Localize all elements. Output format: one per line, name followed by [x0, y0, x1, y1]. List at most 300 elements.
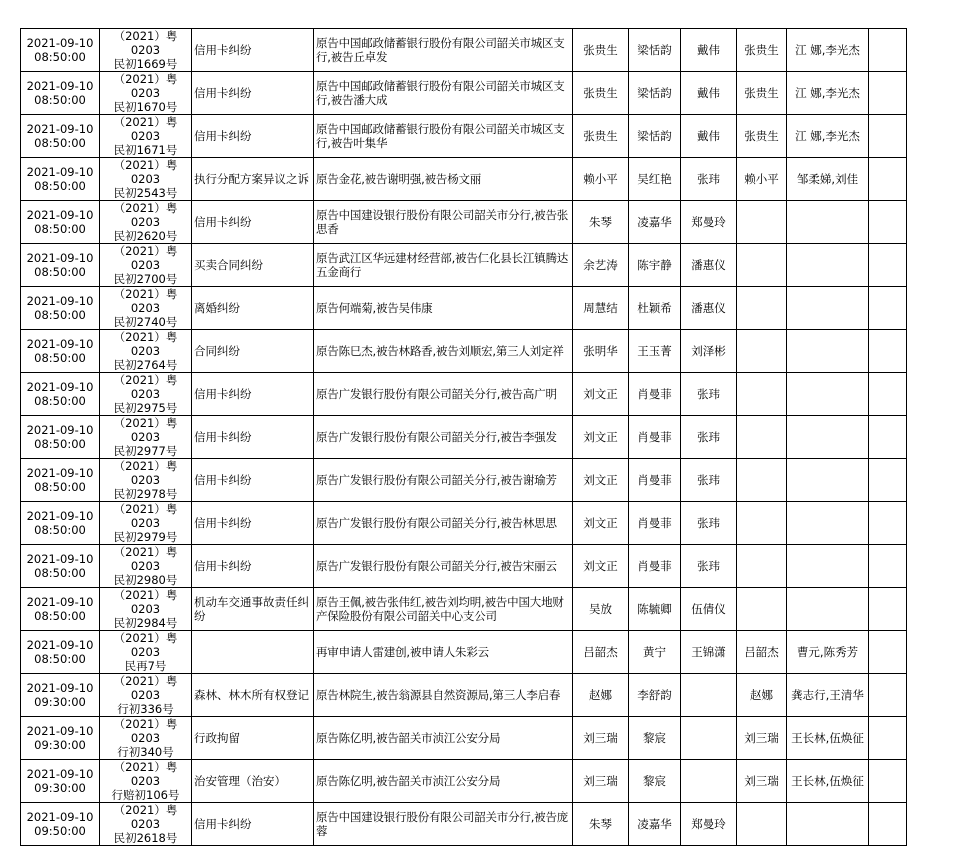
judge-p1: 朱琴	[589, 817, 612, 831]
hearing-time-cell	[21, 674, 100, 717]
case-number-cell	[100, 72, 192, 115]
case-number-case-a: （2021）粤0203	[113, 631, 178, 659]
case-cause-cell	[192, 287, 314, 330]
case-number-cell	[100, 760, 192, 803]
presiding-cell	[737, 674, 787, 717]
judge-p1: 刘文正	[583, 473, 618, 487]
case-number-case-a: （2021）粤0203	[113, 330, 178, 358]
hearing-time-date: 2021-09-10	[26, 595, 94, 609]
presiding-cell	[737, 373, 787, 416]
parties-parties: 原告广发银行股份有限公司韶关分行,被告李强发	[316, 430, 557, 444]
presiding-cell	[737, 631, 787, 674]
judge-cell	[573, 287, 629, 330]
parties-parties: 原告广发银行股份有限公司韶关分行,被告林思思	[316, 516, 557, 530]
case-number-case-b: 民初2620号	[113, 229, 178, 243]
clerk-cell	[629, 717, 681, 760]
judge-cell	[573, 459, 629, 502]
assistant-p3: 戴伟	[697, 129, 720, 143]
assistant-p3: 刘泽彬	[691, 344, 726, 358]
case-cause-cause: 信用卡纠纷	[194, 86, 252, 100]
hearing-time-time: 08:50:00	[34, 265, 86, 279]
case-cause-cell	[192, 115, 314, 158]
hearing-time-cell	[21, 115, 100, 158]
clerk-cell	[629, 545, 681, 588]
hearing-time-cell	[21, 760, 100, 803]
blank-cell	[869, 29, 907, 72]
blank-cell	[869, 115, 907, 158]
hearing-time-cell	[21, 545, 100, 588]
parties-parties: 原告广发银行股份有限公司韶关分行,被告高广明	[316, 387, 557, 401]
case-number-case-a: （2021）粤0203	[113, 201, 178, 229]
hearing-time-date: 2021-09-10	[26, 552, 94, 566]
parties-parties: 原告中国邮政储蓄银行股份有限公司韶关市城区支行,被告潘大成	[316, 79, 565, 107]
judge-cell	[573, 115, 629, 158]
case-number-cell	[100, 459, 192, 502]
assistant-cell	[681, 502, 737, 545]
assistant-cell	[681, 244, 737, 287]
assistant-cell	[681, 588, 737, 631]
assistant-p3: 张玮	[697, 430, 720, 444]
hearing-time-cell	[21, 158, 100, 201]
presiding-p4: 刘三瑞	[744, 774, 779, 788]
presiding-cell	[737, 115, 787, 158]
case-cause-cell	[192, 545, 314, 588]
parties-parties: 原告武江区华远建材经营部,被告仁化县长江镇腾达五金商行	[316, 251, 569, 279]
clerk-p2: 李舒韵	[637, 688, 672, 702]
presiding-cell	[737, 588, 787, 631]
hearing-time-time: 08:50:00	[34, 308, 86, 322]
parties-parties: 原告广发银行股份有限公司韶关分行,被告谢瑜芳	[316, 473, 557, 487]
parties-parties: 原告何端菊,被告吴伟康	[316, 301, 433, 315]
judge-cell	[573, 244, 629, 287]
blank-cell	[869, 545, 907, 588]
blank-cell	[869, 760, 907, 803]
judge-cell	[573, 717, 629, 760]
presiding-p4: 张贵生	[744, 43, 779, 57]
clerk-cell	[629, 115, 681, 158]
parties-parties: 原告陈亿明,被告韶关市浈江公安分局	[316, 774, 501, 788]
clerk-cell	[629, 803, 681, 846]
judge-p1: 刘文正	[583, 516, 618, 530]
parties-parties: 原告陈巳杰,被告林路香,被告刘顺宏,第三人刘定祥	[316, 344, 564, 358]
table-row	[21, 674, 907, 717]
parties-cell	[314, 72, 573, 115]
panel-members-cell	[787, 631, 869, 674]
panel-members-p5: 邹柔娣,刘佳	[796, 172, 859, 186]
hearing-time-date: 2021-09-10	[26, 337, 94, 351]
case-number-cell	[100, 158, 192, 201]
parties-parties: 原告中国建设银行股份有限公司韶关市分行,被告庞蓉	[316, 810, 569, 838]
hearing-time-time: 08:50:00	[34, 222, 86, 236]
presiding-cell	[737, 416, 787, 459]
panel-members-cell	[787, 115, 869, 158]
assistant-p3: 伍倩仪	[691, 602, 726, 616]
panel-members-cell	[787, 244, 869, 287]
case-number-case-a: （2021）粤0203	[113, 545, 178, 573]
parties-cell	[314, 674, 573, 717]
panel-members-cell	[787, 760, 869, 803]
case-cause-cell	[192, 803, 314, 846]
case-number-case-b: 民初2980号	[113, 573, 178, 587]
case-cause-cause: 森林、林木所有权登记	[194, 688, 309, 702]
assistant-p3: 王锦潇	[691, 645, 726, 659]
hearing-time-date: 2021-09-10	[26, 380, 94, 394]
table-row	[21, 115, 907, 158]
case-cause-cause: 信用卡纠纷	[194, 215, 252, 229]
hearing-time-cell	[21, 287, 100, 330]
presiding-cell	[737, 545, 787, 588]
hearing-time-cell	[21, 459, 100, 502]
case-cause-cause: 信用卡纠纷	[194, 43, 252, 57]
case-number-case-b: 民初2700号	[113, 272, 178, 286]
clerk-p2: 凌嘉华	[637, 817, 672, 831]
table-row	[21, 330, 907, 373]
case-number-case-a: （2021）粤0203	[113, 502, 178, 530]
case-number-case-a: （2021）粤0203	[113, 717, 178, 745]
judge-p1: 刘三瑞	[583, 774, 618, 788]
clerk-cell	[629, 158, 681, 201]
table-row	[21, 459, 907, 502]
case-number-cell	[100, 674, 192, 717]
blank-cell	[869, 287, 907, 330]
panel-members-cell	[787, 803, 869, 846]
clerk-p2: 黎宸	[643, 774, 666, 788]
parties-parties: 原告王佩,被告张伟红,被告刘均明,被告中国大地财产保险股份有限公司韶关中心支公司	[316, 595, 564, 623]
clerk-p2: 肖曼菲	[637, 516, 672, 530]
case-number-case-b: 民初1669号	[113, 57, 178, 71]
case-number-case-a: （2021）粤0203	[113, 803, 178, 831]
judge-cell	[573, 545, 629, 588]
clerk-cell	[629, 502, 681, 545]
case-number-case-a: （2021）粤0203	[113, 158, 178, 186]
blank-cell	[869, 416, 907, 459]
hearing-time-cell	[21, 244, 100, 287]
case-number-case-b: 民初2977号	[113, 444, 178, 458]
case-cause-cause: 信用卡纠纷	[194, 516, 252, 530]
parties-cell	[314, 330, 573, 373]
hearing-time-time: 08:50:00	[34, 652, 86, 666]
judge-p1: 赵娜	[589, 688, 612, 702]
blank-cell	[869, 158, 907, 201]
assistant-p3: 潘惠仪	[691, 301, 726, 315]
clerk-cell	[629, 244, 681, 287]
case-number-case-b: 行赔初106号	[111, 788, 180, 802]
hearing-time-cell	[21, 631, 100, 674]
hearing-time-date: 2021-09-10	[26, 466, 94, 480]
parties-cell	[314, 373, 573, 416]
case-number-case-b: 行初340号	[117, 745, 174, 759]
parties-cell	[314, 287, 573, 330]
case-number-case-b: 民初2984号	[113, 616, 178, 630]
clerk-cell	[629, 631, 681, 674]
case-number-case-b: 民初2618号	[113, 831, 178, 845]
panel-members-cell	[787, 502, 869, 545]
panel-members-cell	[787, 330, 869, 373]
judge-cell	[573, 330, 629, 373]
panel-members-cell	[787, 674, 869, 717]
judge-cell	[573, 588, 629, 631]
case-cause-cause: 信用卡纠纷	[194, 559, 252, 573]
assistant-cell	[681, 72, 737, 115]
case-number-cell	[100, 330, 192, 373]
hearing-time-time: 08:50:00	[34, 50, 86, 64]
judge-p1: 张贵生	[583, 43, 618, 57]
judge-cell	[573, 201, 629, 244]
presiding-cell	[737, 502, 787, 545]
assistant-p3: 郑曼玲	[691, 817, 726, 831]
presiding-cell	[737, 760, 787, 803]
table-row	[21, 717, 907, 760]
case-cause-cause: 治安管理（治安）	[194, 774, 286, 788]
hearing-time-cell	[21, 72, 100, 115]
presiding-p4: 刘三瑞	[744, 731, 779, 745]
parties-parties: 原告林院生,被告翁源县自然资源局,第三人李启春	[316, 688, 561, 702]
case-number-case-b: 民初2975号	[113, 401, 178, 415]
blank-cell	[869, 588, 907, 631]
table-row	[21, 416, 907, 459]
clerk-p2: 陈毓卿	[637, 602, 672, 616]
parties-cell	[314, 631, 573, 674]
assistant-cell	[681, 201, 737, 244]
case-number-case-a: （2021）粤0203	[113, 287, 178, 315]
presiding-p4: 张贵生	[744, 86, 779, 100]
clerk-cell	[629, 72, 681, 115]
clerk-cell	[629, 287, 681, 330]
parties-parties: 原告中国建设银行股份有限公司韶关市分行,被告张思香	[316, 208, 569, 236]
hearing-time-date: 2021-09-10	[26, 251, 94, 265]
case-cause-cause: 合同纠纷	[194, 344, 240, 358]
case-number-case-a: （2021）粤0203	[113, 416, 178, 444]
presiding-p4: 吕韶杰	[744, 645, 779, 659]
case-number-case-b: 民再7号	[124, 659, 167, 673]
blank-cell	[869, 244, 907, 287]
hearing-time-time: 08:50:00	[34, 394, 86, 408]
case-cause-cause: 信用卡纠纷	[194, 430, 252, 444]
table-row	[21, 760, 907, 803]
case-cause-cause: 信用卡纠纷	[194, 129, 252, 143]
hearing-time-time: 08:50:00	[34, 480, 86, 494]
parties-cell	[314, 803, 573, 846]
case-number-case-b: 民初2543号	[113, 186, 178, 200]
assistant-cell	[681, 717, 737, 760]
clerk-p2: 王玉菁	[637, 344, 672, 358]
panel-members-p5: 龚志行,王清华	[791, 688, 864, 702]
judge-p1: 周慧结	[583, 301, 618, 315]
parties-cell	[314, 201, 573, 244]
case-cause-cause: 离婚纠纷	[194, 301, 240, 315]
presiding-cell	[737, 287, 787, 330]
judge-cell	[573, 416, 629, 459]
judge-p1: 刘文正	[583, 387, 618, 401]
hearing-time-date: 2021-09-10	[26, 122, 94, 136]
clerk-p2: 黎宸	[643, 731, 666, 745]
presiding-cell	[737, 158, 787, 201]
parties-parties: 原告中国邮政储蓄银行股份有限公司韶关市城区支行,被告丘卓发	[316, 36, 565, 64]
hearing-time-date: 2021-09-10	[26, 79, 94, 93]
case-number-cell	[100, 502, 192, 545]
case-number-cell	[100, 803, 192, 846]
judge-cell	[573, 72, 629, 115]
case-number-case-a: （2021）粤0203	[113, 115, 178, 143]
hearing-time-time: 08:50:00	[34, 93, 86, 107]
judge-p1: 赖小平	[583, 172, 618, 186]
case-number-case-a: （2021）粤0203	[113, 459, 178, 487]
clerk-p2: 凌嘉华	[637, 215, 672, 229]
case-cause-cell	[192, 201, 314, 244]
case-number-case-b: 行初336号	[117, 702, 174, 716]
clerk-cell	[629, 674, 681, 717]
table-row	[21, 373, 907, 416]
case-cause-cause: 行政拘留	[194, 731, 240, 745]
hearing-time-time: 09:30:00	[34, 738, 86, 752]
panel-members-cell	[787, 717, 869, 760]
hearing-time-time: 08:50:00	[34, 609, 86, 623]
table-row	[21, 244, 907, 287]
table-row	[21, 588, 907, 631]
presiding-cell	[737, 717, 787, 760]
panel-members-cell	[787, 72, 869, 115]
parties-cell	[314, 502, 573, 545]
case-cause-cell	[192, 717, 314, 760]
case-cause-cause: 机动车交通事故责任纠纷	[194, 595, 309, 623]
presiding-cell	[737, 803, 787, 846]
judge-p1: 吕韶杰	[583, 645, 618, 659]
hearing-time-date: 2021-09-10	[26, 681, 94, 695]
case-cause-cell	[192, 29, 314, 72]
judge-cell	[573, 29, 629, 72]
table-row	[21, 158, 907, 201]
hearing-time-time: 08:50:00	[34, 437, 86, 451]
case-number-cell	[100, 588, 192, 631]
hearing-time-date: 2021-09-10	[26, 810, 94, 824]
judge-cell	[573, 674, 629, 717]
hearing-time-cell	[21, 502, 100, 545]
panel-members-cell	[787, 201, 869, 244]
presiding-cell	[737, 29, 787, 72]
clerk-cell	[629, 330, 681, 373]
clerk-p2: 杜颖希	[637, 301, 672, 315]
hearing-time-date: 2021-09-10	[26, 294, 94, 308]
hearing-time-cell	[21, 416, 100, 459]
assistant-cell	[681, 631, 737, 674]
case-cause-cause: 信用卡纠纷	[194, 473, 252, 487]
hearing-time-time: 08:50:00	[34, 136, 86, 150]
blank-cell	[869, 72, 907, 115]
blank-cell	[869, 330, 907, 373]
presiding-p4: 赖小平	[744, 172, 779, 186]
panel-members-cell	[787, 373, 869, 416]
blank-cell	[869, 674, 907, 717]
assistant-cell	[681, 803, 737, 846]
case-number-cell	[100, 29, 192, 72]
panel-members-cell	[787, 459, 869, 502]
panel-members-cell	[787, 287, 869, 330]
hearing-schedule-table	[20, 28, 907, 846]
assistant-cell	[681, 416, 737, 459]
clerk-cell	[629, 29, 681, 72]
case-number-case-a: （2021）粤0203	[113, 588, 178, 616]
case-cause-cell	[192, 72, 314, 115]
clerk-p2: 陈宇静	[637, 258, 672, 272]
case-cause-cell	[192, 631, 314, 674]
hearing-time-cell	[21, 803, 100, 846]
case-cause-cell	[192, 588, 314, 631]
parties-parties: 原告广发银行股份有限公司韶关分行,被告宋丽云	[316, 559, 557, 573]
hearing-time-date: 2021-09-10	[26, 509, 94, 523]
panel-members-p5: 曹元,陈秀芳	[796, 645, 859, 659]
case-cause-cause: 信用卡纠纷	[194, 387, 252, 401]
parties-parties: 原告中国邮政储蓄银行股份有限公司韶关市城区支行,被告叶集华	[316, 122, 565, 150]
assistant-cell	[681, 158, 737, 201]
case-number-cell	[100, 631, 192, 674]
judge-p1: 朱琴	[589, 215, 612, 229]
case-number-case-b: 民初2979号	[113, 530, 178, 544]
judge-p1: 张明华	[583, 344, 618, 358]
case-number-case-a: （2021）粤0203	[113, 760, 178, 788]
case-cause-cell	[192, 373, 314, 416]
case-number-case-a: （2021）粤0203	[113, 72, 178, 100]
presiding-cell	[737, 459, 787, 502]
clerk-cell	[629, 588, 681, 631]
hearing-time-cell	[21, 201, 100, 244]
case-number-case-a: （2021）粤0203	[113, 29, 178, 57]
table-row	[21, 803, 907, 846]
assistant-cell	[681, 330, 737, 373]
blank-cell	[869, 201, 907, 244]
table-row	[21, 545, 907, 588]
judge-cell	[573, 803, 629, 846]
panel-members-p5: 王长林,伍焕征	[791, 731, 864, 745]
clerk-p2: 肖曼菲	[637, 473, 672, 487]
parties-cell	[314, 760, 573, 803]
judge-p1: 张贵生	[583, 86, 618, 100]
hearing-time-time: 08:50:00	[34, 179, 86, 193]
clerk-cell	[629, 760, 681, 803]
panel-members-cell	[787, 29, 869, 72]
hearing-time-cell	[21, 373, 100, 416]
clerk-cell	[629, 459, 681, 502]
parties-cell	[314, 29, 573, 72]
hearing-time-time: 08:50:00	[34, 351, 86, 365]
assistant-p3: 张玮	[697, 559, 720, 573]
table-row	[21, 201, 907, 244]
judge-p1: 刘文正	[583, 430, 618, 444]
case-cause-cell	[192, 330, 314, 373]
judge-p1: 张贵生	[583, 129, 618, 143]
assistant-p3: 潘惠仪	[691, 258, 726, 272]
judge-cell	[573, 760, 629, 803]
hearing-time-date: 2021-09-10	[26, 767, 94, 781]
case-number-cell	[100, 717, 192, 760]
assistant-cell	[681, 545, 737, 588]
parties-parties: 原告金花,被告谢明强,被告杨文丽	[316, 172, 482, 186]
judge-p1: 吴放	[589, 602, 612, 616]
hearing-time-date: 2021-09-10	[26, 423, 94, 437]
presiding-p4: 赵娜	[750, 688, 773, 702]
blank-cell	[869, 502, 907, 545]
hearing-time-time: 08:50:00	[34, 566, 86, 580]
parties-cell	[314, 244, 573, 287]
judge-cell	[573, 373, 629, 416]
case-number-case-b: 民初1670号	[113, 100, 178, 114]
table-row	[21, 287, 907, 330]
judge-cell	[573, 631, 629, 674]
table-row	[21, 502, 907, 545]
hearing-time-cell	[21, 588, 100, 631]
assistant-p3: 郑曼玲	[691, 215, 726, 229]
assistant-p3: 张玮	[697, 172, 720, 186]
case-number-case-a: （2021）粤0203	[113, 674, 178, 702]
